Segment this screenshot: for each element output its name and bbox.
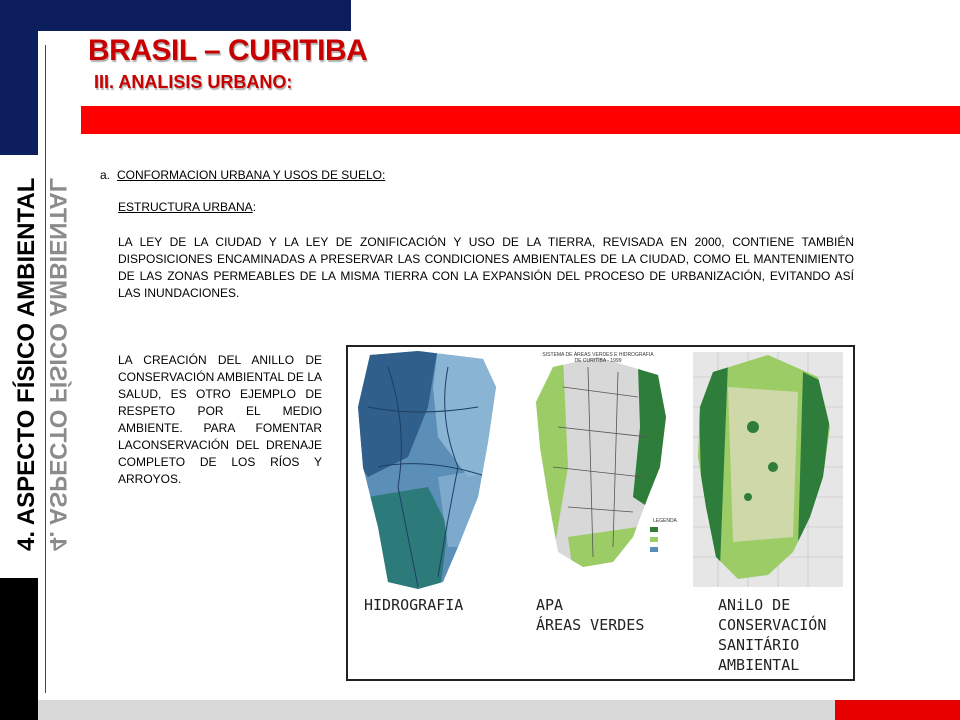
subsection-heading-text: ESTRUCTURA URBANA [118, 200, 253, 214]
hydro-basin-southeast [438, 467, 498, 547]
legend-swatch-3 [650, 547, 658, 552]
caption-anillo-line4: AMBIENTAL [718, 656, 800, 674]
curitiba-maps-figure [346, 345, 855, 681]
section-marker: a. [100, 168, 111, 182]
anillo-park-1 [747, 421, 759, 433]
footer-gray-bar [38, 700, 960, 720]
caption-anillo-line3: SANITÁRIO [718, 636, 800, 654]
left-black-band [0, 578, 38, 720]
body-paragraph-2: LA CREACIÓN DEL ANILLO DE CONSERVACIÓN AMBIENTAL DE LA SALUD, ES OTRO EJEMPLO DE RESPETO POR EL MEDIO AMBIENTE. PARA FOMENTAR LACONSERVACIÓN DEL DRENAJE COMPLETO DE LOS RÍOS Y ARROYOS. [118, 353, 322, 486]
page-subtitle: III. ANALISIS URBANO: [94, 72, 293, 92]
legend-swatch-2 [650, 537, 658, 542]
map-title-line1: SISTEMA DE ÁREAS VERDES E HIDROGRAFIA [542, 352, 654, 358]
anillo-park-2 [768, 462, 778, 472]
map-title-line2: DE CURITIBA - 1999 [574, 358, 622, 364]
vertical-title-reflection: 4. ASPECTO FÍSICO AMBIENTAL [44, 177, 71, 551]
subsection-heading [118, 200, 256, 214]
footer-red-block [835, 700, 960, 720]
page-title: BRASIL – CURITIBA [88, 34, 368, 67]
body-paragraph-1: LA LEY DE LA CIUDAD Y LA LEY DE ZONIFICACIÓN Y USO DE LA TIERRA, REVISADA EN 2000, CONTIENE TAMBIÉN DISPOSICIONES ENCAMINADAS A PRESERVAR LAS CONDICIONES AMBIENTALES DE LA CIUDAD, COMO EL MANTENIMIENTO DE LAS ZONAS PERMEABLES DE LA MISMA TIERRA CON LA EXPANSIÓN DEL PROCESO DE URBANIZACIÓN, EVITANDO ASÍ LAS INUNDACIONES. [118, 235, 854, 300]
caption-hidrografia: HIDROGRAFIA [364, 596, 464, 614]
vertical-section-title [12, 151, 72, 551]
hydro-basin-south [368, 487, 448, 607]
caption-anillo-line2: CONSERVACIÓN [718, 616, 827, 634]
anillo-park-3 [744, 493, 752, 501]
legend-label: LEGENDA [653, 518, 677, 524]
vertical-title-text: 4. ASPECTO FÍSICO AMBIENTAL [13, 177, 40, 551]
header-navy-band [0, 0, 351, 31]
anillo-map [693, 347, 843, 587]
apa-map [528, 347, 678, 587]
caption-apa-line1: APA [536, 596, 564, 614]
caption-anillo-line1: ANiLO DE [718, 596, 791, 614]
hidrografia-map [348, 347, 518, 607]
caption-apa-line2: ÁREAS VERDES [536, 616, 645, 634]
left-navy-band [0, 31, 38, 155]
anillo-urban-core [728, 387, 798, 542]
subsection-heading-suffix: : [252, 200, 257, 214]
section-heading [100, 168, 385, 182]
legend-swatch-1 [650, 527, 658, 532]
header-red-bar [81, 106, 960, 134]
section-heading-text: CONFORMACION URBANA Y USOS DE SUELO: [117, 168, 386, 182]
